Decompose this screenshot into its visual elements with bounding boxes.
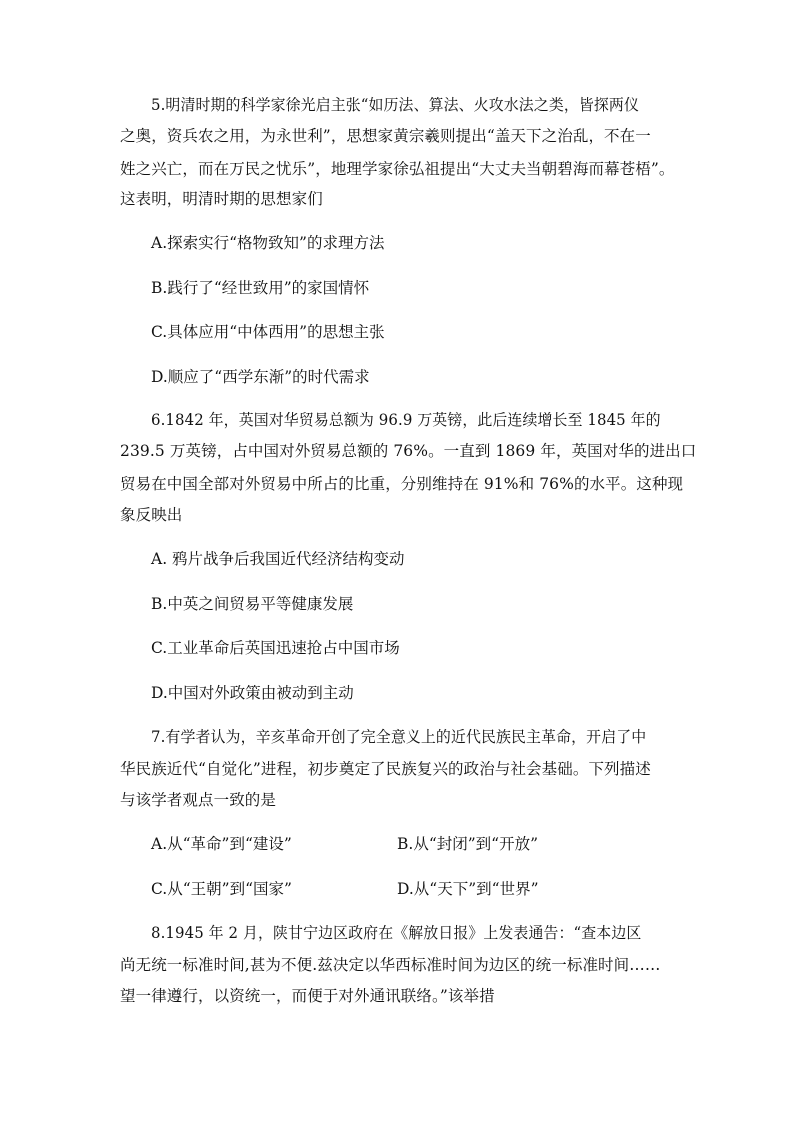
q7-option-c: C.从“王朝”到“国家” bbox=[151, 880, 292, 898]
q7-option-a: A.从“革命”到“建设” bbox=[151, 835, 292, 853]
q5-stem-line-2: 之奥，资兵农之用，为永世利”，思想家黄宗羲则提出“盖天下之治乱，不在一 bbox=[120, 127, 651, 145]
q7-stem-line-2: 华民族近代“自觉化”进程，初步奠定了民族复兴的政治与社会基础。下列描述 bbox=[120, 760, 651, 778]
q5-option-b: B.践行了“经世致用”的家国情怀 bbox=[151, 279, 370, 297]
q6-stem-line-3: 贸易在中国全部对外贸易中所占的比重，分别维持在 91%和 76%的水平。这种现 bbox=[120, 475, 684, 493]
q5-stem-line-4: 这表明，明清时期的思想家们 bbox=[120, 190, 323, 208]
q6-stem-line-4: 象反映出 bbox=[120, 506, 183, 524]
q7-stem-line-1: 7.有学者认为，辛亥革命开创了完全意义上的近代民族民主革命，开启了中 bbox=[151, 728, 647, 746]
q6-stem-line-2: 239.5 万英镑，占中国对外贸易总额的 76%。一直到 1869 年，英国对华的进出口 bbox=[120, 442, 697, 460]
q7-option-d: D.从“天下”到“世界” bbox=[397, 880, 539, 898]
q6-option-a: A. 鸦片战争后我国近代经济结构变动 bbox=[151, 550, 405, 568]
q8-stem-line-1: 8.1945 年 2 月，陕甘宁边区政府在《解放日报》上发表通告：“查本边区 bbox=[151, 924, 642, 942]
q5-stem-line-1: 5.明清时期的科学家徐光启主张“如历法、算法、火攻水法之类，皆探两仪 bbox=[151, 96, 639, 114]
q5-option-d: D.顺应了“西学东渐”的时代需求 bbox=[151, 368, 370, 386]
q7-stem-line-3: 与该学者观点一致的是 bbox=[120, 791, 277, 809]
q5-stem-line-3: 姓之兴亡，而在万民之忧乐”，地理学家徐弘祖提出“大丈夫当朝碧海而幕苍梧”。 bbox=[120, 160, 675, 178]
q5-option-c: C.具体应用“中体西用”的思想主张 bbox=[151, 323, 385, 341]
q8-stem-line-2: 尚无统一标准时间,甚为不便.兹决定以华西标准时间为边区的统一标准时间…… bbox=[120, 956, 661, 974]
q8-stem-line-3: 望一律遵行，以资统一，而便于对外通讯联络。”该举措 bbox=[120, 987, 495, 1005]
q6-option-b: B.中英之间贸易平等健康发展 bbox=[151, 595, 354, 613]
q6-stem-line-1: 6.1842 年，英国对华贸易总额为 96.9 万英镑，此后连续增长至 1845 年的 bbox=[151, 411, 661, 429]
q7-option-b: B.从“封闭”到“开放” bbox=[397, 835, 539, 853]
q6-option-d: D.中国对外政策由被动到主动 bbox=[151, 684, 354, 702]
q5-option-a: A.探索实行“格物致知”的求理方法 bbox=[151, 234, 385, 252]
q6-option-c: C.工业革命后英国迅速抢占中国市场 bbox=[151, 639, 400, 657]
